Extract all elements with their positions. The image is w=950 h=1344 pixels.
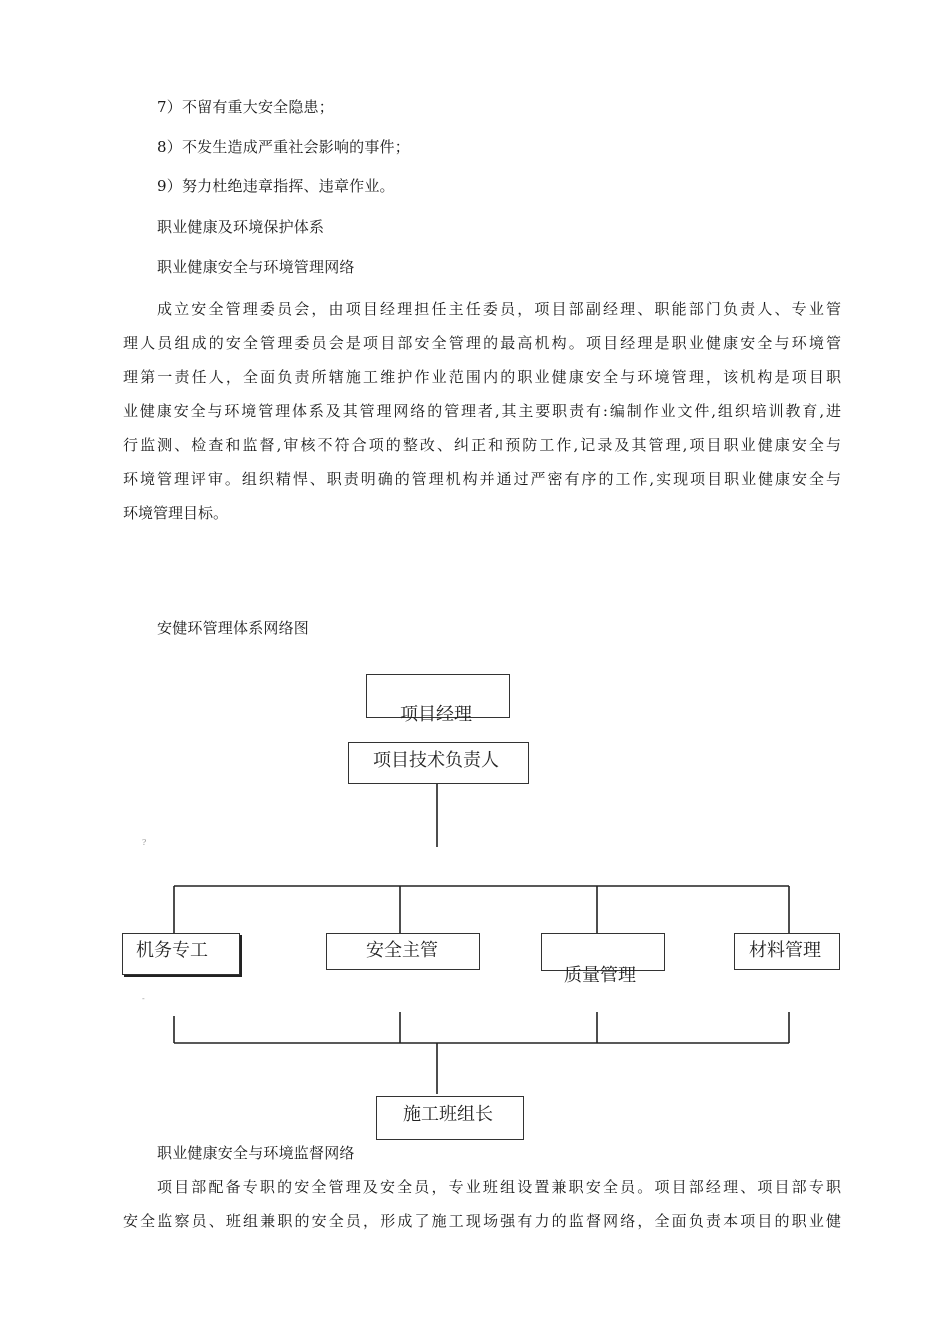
paragraph-line: 安全监察员、班组兼职的安全员，形成了施工现场强有力的监督网络，全面负责本项目的职业健 xyxy=(123,1212,841,1230)
paragraph-line: 行监测、检查和监督,审核不符合项的整改、纠正和预防工作,记录及其管理,项目职业健康安全与 xyxy=(123,436,841,454)
label-tech-lead: 项目技术负责人 xyxy=(373,750,499,771)
stray-mark-dash: - xyxy=(142,994,145,1003)
paragraph-management-committee xyxy=(123,292,841,530)
section-heading-network: 职业健康安全与环境管理网络 xyxy=(157,258,355,276)
paragraph-line: 理第一责任人，全面负责所辖施工维护作业范围内的职业健康安全与环境管理，该机构是项目职 xyxy=(123,368,841,386)
paragraph-line: 环境管理目标。 xyxy=(123,504,229,522)
paragraph-line: 成立安全管理委员会，由项目经理担任主任委员，项目部副经理、职能部门负责人、专业管 xyxy=(157,300,841,318)
label-dept-materials: 材料管理 xyxy=(749,940,821,961)
paragraph-line: 项目部配备专职的安全管理及安全员，专业班组设置兼职安全员。项目部经理、项目部专职 xyxy=(157,1178,841,1196)
label-team-leader: 施工班组长 xyxy=(403,1104,493,1125)
list-item-9: 9）努力杜绝违章指挥、违章作业。 xyxy=(157,177,395,195)
label-project-manager: 项目经理 xyxy=(400,704,472,725)
label-dept-mechanical: 机务专工 xyxy=(136,940,208,961)
label-dept-quality: 质量管理 xyxy=(564,965,636,986)
list-item-8: 8）不发生造成严重社会影响的事件； xyxy=(157,138,410,156)
section-heading-supervision: 职业健康安全与环境监督网络 xyxy=(157,1144,355,1162)
paragraph-line: 业健康安全与环境管理体系及其管理网络的管理者,其主要职责有:编制作业文件,组织培训教育,进 xyxy=(123,402,841,420)
section-heading-system: 职业健康及环境保护体系 xyxy=(157,218,325,236)
paragraph-line: 环境管理评审。组织精悍、职责明确的管理机构并通过严密有序的工作,实现项目职业健康安全与 xyxy=(123,470,841,488)
label-dept-safety: 安全主管 xyxy=(366,940,438,961)
paragraph-line: 理人员组成的安全管理委员会是项目部安全管理的最高机构。项目经理是职业健康安全与环境管 xyxy=(123,334,841,352)
stray-mark-question: ? xyxy=(142,838,147,847)
list-item-7: 7）不留有重大安全隐患； xyxy=(157,98,334,116)
paragraph-supervision-network xyxy=(123,1170,841,1238)
diagram-title: 安健环管理体系网络图 xyxy=(157,619,310,637)
